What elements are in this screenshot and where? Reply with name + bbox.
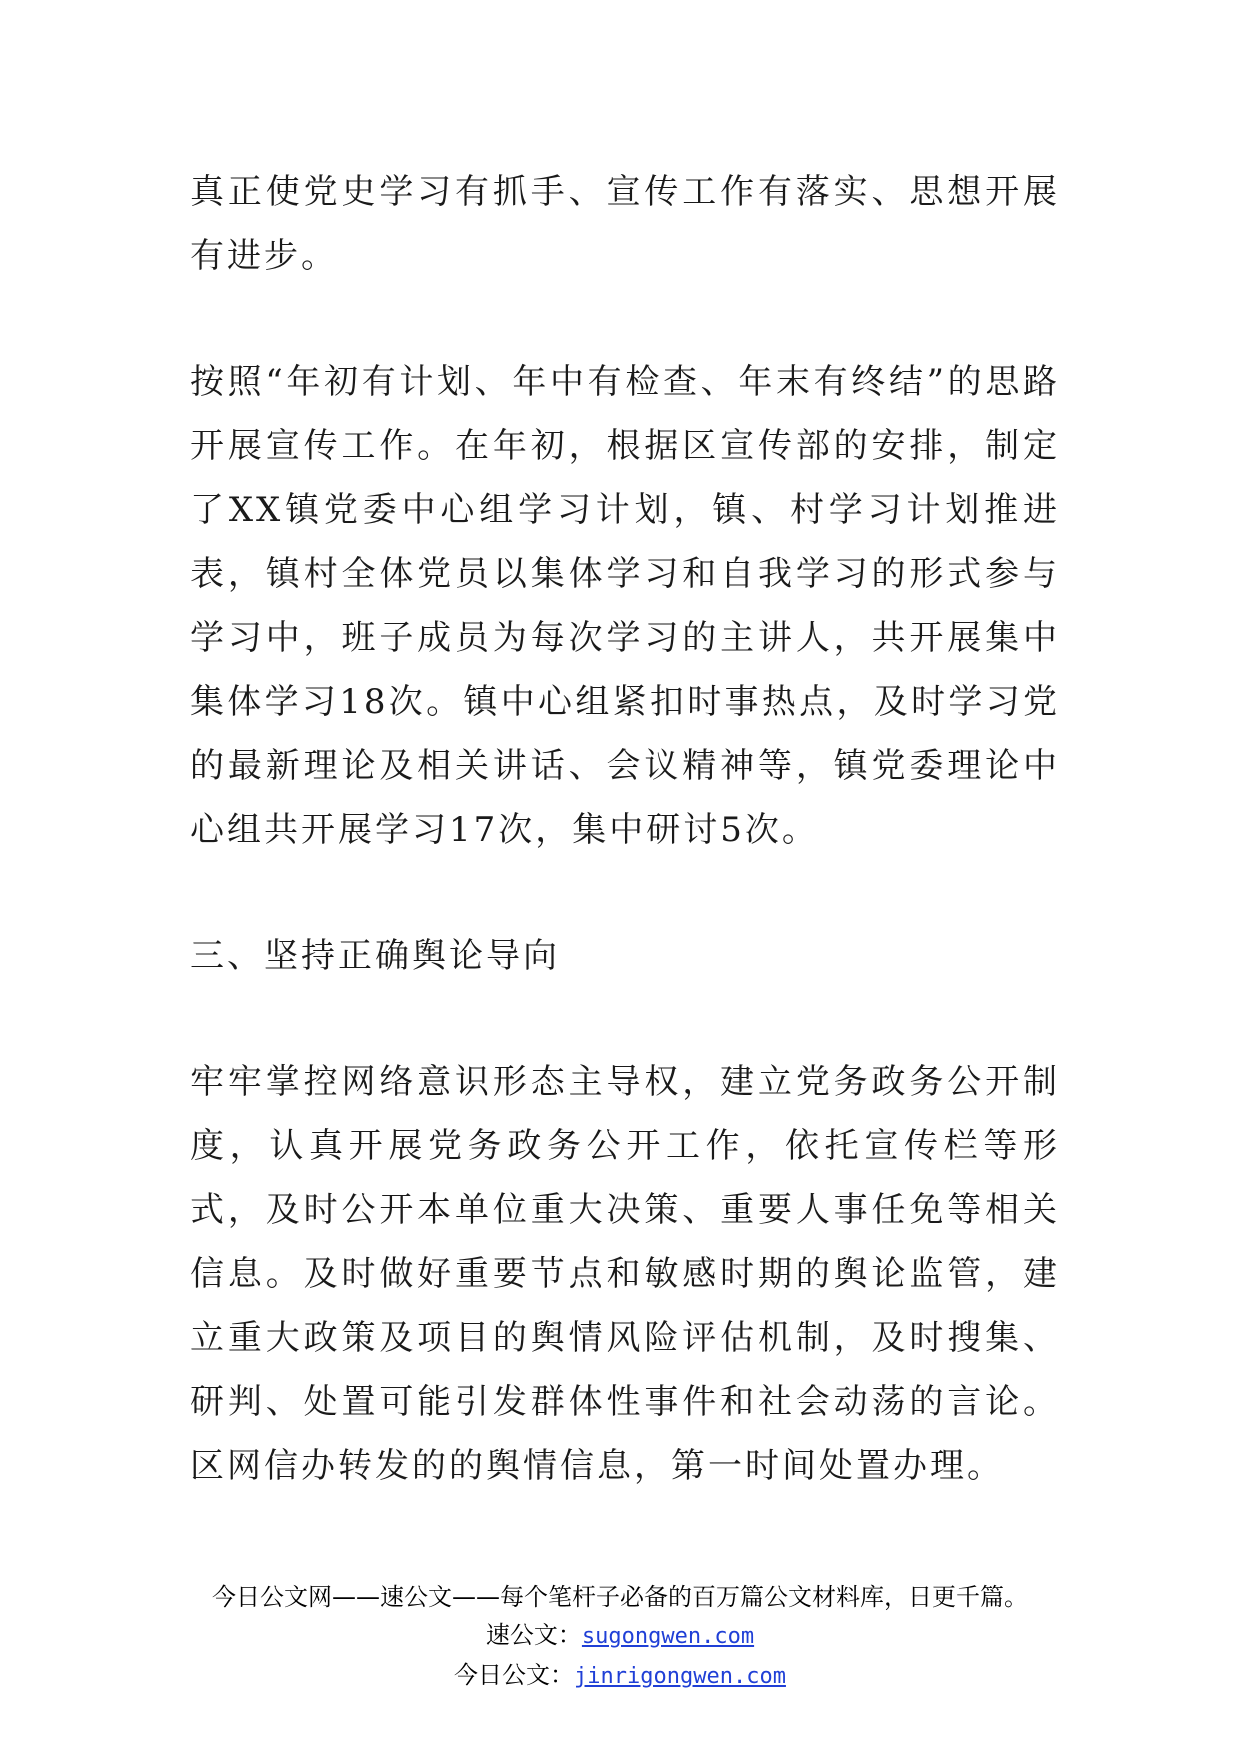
section-heading-3: 三、坚持正确舆论导向 — [190, 936, 560, 976]
jinrigongwen-link[interactable]: jinrigongwen.com — [574, 1664, 786, 1689]
footer — [0, 1578, 1240, 1696]
paragraph-2: 按照“年初有计划、年中有检查、年末有终结”的思路开展宣传工作。在年初，根据区宣传部的安排，制定了XX镇党委中心组学习计划，镇、村学习计划推进表，镇村全体党员以集体学习和自我学习的形式参与学习中，班子成员为每次学习的主讲人，共开展集中集体学习18次。镇中心组紧扣时事热点，及时学习党的最新理论及相关讲话、会议精神等，镇党委理论中心组共开展学习17次，集中研讨5次。 — [190, 362, 1060, 850]
paragraph-1: 真正使党史学习有抓手、宣传工作有落实、思想开展有进步。 — [190, 172, 1060, 276]
document-body — [190, 160, 1060, 1498]
footer-label-jinrigongwen: 今日公文： — [454, 1661, 575, 1689]
footer-label-sugongwen: 速公文： — [485, 1621, 582, 1649]
footer-tagline: 今日公文网——速公文——每个笔杆子必备的百万篇公文材料库，日更千篇。 — [212, 1583, 1028, 1611]
sugongwen-link[interactable]: sugongwen.com — [581, 1624, 755, 1649]
footer-line-sugongwen — [0, 1616, 1240, 1656]
paragraph-3: 牢牢掌控网络意识形态主导权，建立党务政务公开制度，认真开展党务政务公开工作，依托宣传栏等形式，及时公开本单位重大决策、重要人事任免等相关信息。及时做好重要节点和敏感时期的舆论监管，建立重大政策及项目的舆情风险评估机制，及时搜集、研判、处置可能引发群体性事件和社会动荡的言论。区网信办转发的的舆情信息，第一时间处置办理。 — [190, 1062, 1060, 1486]
footer-line-jinrigongwen — [0, 1656, 1240, 1696]
